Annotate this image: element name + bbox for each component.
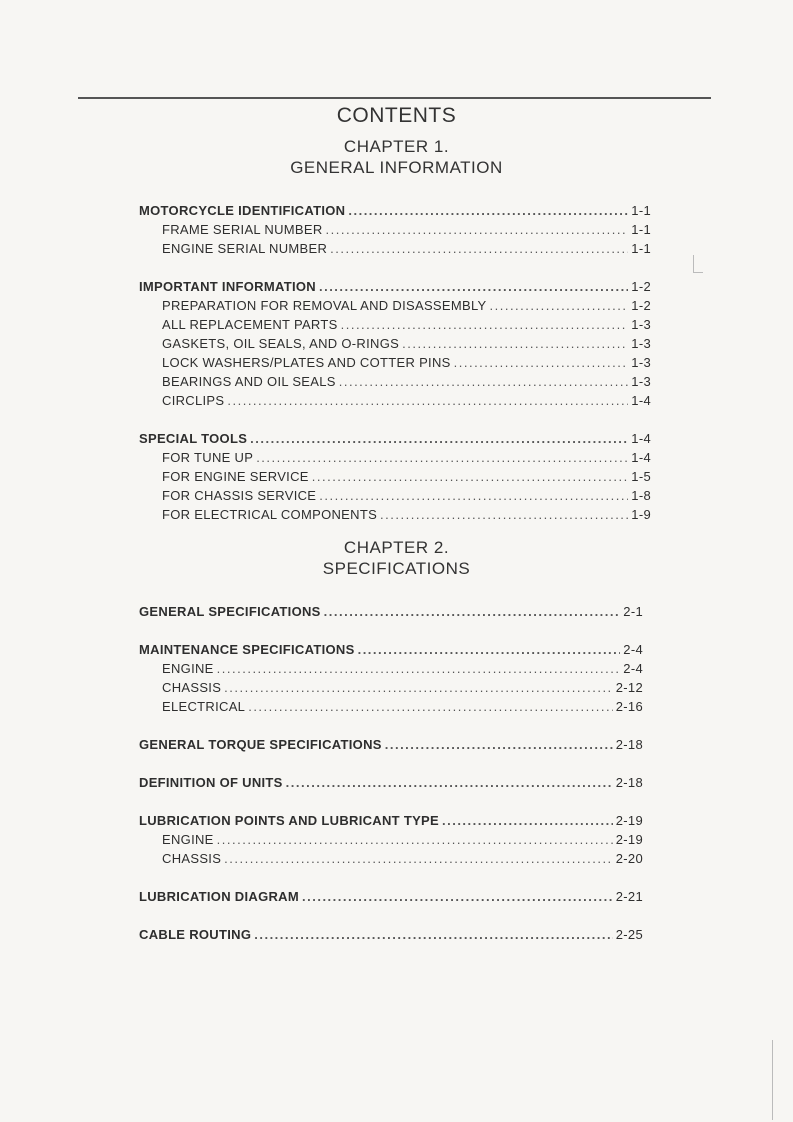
toc-entry[interactable] xyxy=(139,603,643,621)
toc-entry[interactable] xyxy=(162,373,651,391)
toc-entry-label: LUBRICATION DIAGRAM xyxy=(139,889,299,904)
toc-entry-label: PREPARATION FOR REMOVAL AND DISASSEMBLY xyxy=(162,298,487,313)
dot-leader xyxy=(330,240,628,258)
toc-entry-page: 2-19 xyxy=(615,813,643,828)
toc-entry[interactable] xyxy=(162,449,651,467)
scan-mark xyxy=(693,255,694,273)
toc-entry[interactable] xyxy=(162,660,643,678)
toc-entry-page: 1-3 xyxy=(631,355,651,370)
dot-leader xyxy=(250,430,628,448)
toc-entry-page: 2-19 xyxy=(615,832,643,847)
toc-entry[interactable] xyxy=(139,926,643,944)
toc-entry[interactable] xyxy=(139,641,643,659)
dot-leader xyxy=(312,468,629,486)
dot-leader xyxy=(248,698,613,716)
dot-leader xyxy=(227,392,628,410)
toc-entry[interactable] xyxy=(162,850,643,868)
toc-entry-page: 1-5 xyxy=(631,469,651,484)
dot-leader xyxy=(348,202,628,220)
toc-entry-label: BEARINGS AND OIL SEALS xyxy=(162,374,336,389)
dot-leader xyxy=(339,373,629,391)
contents-title: CONTENTS xyxy=(336,104,457,127)
toc-entry-label: LUBRICATION POINTS AND LUBRICANT TYPE xyxy=(139,813,439,828)
toc-entry[interactable] xyxy=(162,487,651,505)
toc-entry-page: 2-16 xyxy=(615,699,643,714)
dot-leader xyxy=(358,641,621,659)
toc-entry-page: 1-8 xyxy=(631,488,651,503)
dot-leader xyxy=(341,316,629,334)
toc-entry-label: LOCK WASHERS/PLATES AND COTTER PINS xyxy=(162,355,451,370)
dot-leader xyxy=(454,354,629,372)
toc-entry[interactable] xyxy=(162,335,651,353)
toc-entry-page: 1-4 xyxy=(631,450,651,465)
toc-entry-page: 1-4 xyxy=(631,393,651,408)
toc-entry-page: 2-4 xyxy=(623,642,643,657)
toc-entry-label: GENERAL TORQUE SPECIFICATIONS xyxy=(139,737,382,752)
toc-entry[interactable] xyxy=(162,392,651,410)
toc-entry[interactable] xyxy=(139,202,651,220)
toc-entry-page: 1-9 xyxy=(631,507,651,522)
toc-entry-page: 2-18 xyxy=(615,737,643,752)
toc-entry-label: ENGINE SERIAL NUMBER xyxy=(162,241,328,256)
toc-entry-label: MAINTENANCE SPECIFICATIONS xyxy=(139,642,355,657)
toc-entry[interactable] xyxy=(139,774,643,792)
toc-entry-label: CHASSIS xyxy=(162,680,222,695)
dot-leader xyxy=(217,660,621,678)
dot-leader xyxy=(286,774,613,792)
toc-entry-page: 2-25 xyxy=(615,927,643,942)
toc-entry-label: ENGINE xyxy=(162,832,214,847)
toc-entry-label: FOR TUNE UP xyxy=(162,450,254,465)
dot-leader xyxy=(490,297,629,315)
toc-entry-label: CABLE ROUTING xyxy=(139,927,252,942)
toc-entry-label: ELECTRICAL xyxy=(162,699,246,714)
scan-mark xyxy=(693,272,703,273)
toc-entry-label: SPECIAL TOOLS xyxy=(139,431,248,446)
toc-entry-label: GENERAL SPECIFICATIONS xyxy=(139,604,321,619)
toc-entry-page: 2-18 xyxy=(615,775,643,790)
toc-entry-label: DEFINITION OF UNITS xyxy=(139,775,283,790)
dot-leader xyxy=(302,888,613,906)
toc-entry-page: 2-20 xyxy=(615,851,643,866)
toc-entry-label: FOR ELECTRICAL COMPONENTS xyxy=(162,507,378,522)
toc-entry[interactable] xyxy=(139,736,643,754)
scan-mark xyxy=(772,1040,773,1120)
toc-entry-label: MOTORCYCLE IDENTIFICATION xyxy=(139,203,346,218)
toc-entry-page: 1-2 xyxy=(631,279,651,294)
toc-entry[interactable] xyxy=(162,506,651,524)
toc-entry[interactable] xyxy=(162,468,651,486)
dot-leader xyxy=(380,506,628,524)
toc-entry[interactable] xyxy=(139,812,643,830)
dot-leader xyxy=(324,603,621,621)
chapter2-number: CHAPTER 2. xyxy=(343,538,450,557)
dot-leader xyxy=(217,831,613,849)
toc-entry[interactable] xyxy=(139,430,651,448)
toc-entry-page: 1-1 xyxy=(631,203,651,218)
dot-leader xyxy=(224,679,613,697)
toc-entry[interactable] xyxy=(162,240,651,258)
toc-entry-label: FOR ENGINE SERVICE xyxy=(162,469,309,484)
toc-entry-label: CHASSIS xyxy=(162,851,222,866)
dot-leader xyxy=(385,736,613,754)
toc-entry[interactable] xyxy=(162,297,651,315)
toc-entry-page: 1-1 xyxy=(631,222,651,237)
dot-leader xyxy=(326,221,629,239)
toc-entry[interactable] xyxy=(139,888,643,906)
toc-entry-page: 1-3 xyxy=(631,317,651,332)
toc-entry[interactable] xyxy=(162,316,651,334)
dot-leader xyxy=(442,812,613,830)
toc-entry-label: ENGINE xyxy=(162,661,214,676)
chapter2-title: SPECIFICATIONS xyxy=(322,559,471,578)
toc-entry-page: 1-4 xyxy=(631,431,651,446)
toc-entry-page: 1-3 xyxy=(631,336,651,351)
toc-entry-label: FOR CHASSIS SERVICE xyxy=(162,488,317,503)
toc-entry[interactable] xyxy=(162,698,643,716)
dot-leader xyxy=(224,850,613,868)
toc-entry-label: GASKETS, OIL SEALS, AND O-RINGS xyxy=(162,336,400,351)
toc-entry-label: ALL REPLACEMENT PARTS xyxy=(162,317,338,332)
toc-entry[interactable] xyxy=(162,831,643,849)
toc-entry-page: 2-12 xyxy=(615,680,643,695)
dot-leader xyxy=(402,335,628,353)
toc-entry[interactable] xyxy=(162,221,651,239)
dot-leader xyxy=(319,487,628,505)
toc-entry[interactable] xyxy=(162,679,643,697)
dot-leader xyxy=(319,278,628,296)
toc-entry-page: 2-21 xyxy=(615,889,643,904)
toc-entry-page: 1-1 xyxy=(631,241,651,256)
toc-entry[interactable] xyxy=(139,278,651,296)
chapter1-title: GENERAL INFORMATION xyxy=(290,158,503,177)
toc-entry-page: 2-1 xyxy=(623,604,643,619)
toc-entry-label: FRAME SERIAL NUMBER xyxy=(162,222,323,237)
toc-entry-page: 1-2 xyxy=(631,298,651,313)
chapter1-number: CHAPTER 1. xyxy=(343,137,450,156)
dot-leader xyxy=(254,926,613,944)
dot-leader xyxy=(256,449,628,467)
toc-entry-label: CIRCLIPS xyxy=(162,393,225,408)
toc-entry-page: 1-3 xyxy=(631,374,651,389)
toc-entry[interactable] xyxy=(162,354,651,372)
toc-entry-label: IMPORTANT INFORMATION xyxy=(139,279,316,294)
toc-entry-page: 2-4 xyxy=(623,661,643,676)
